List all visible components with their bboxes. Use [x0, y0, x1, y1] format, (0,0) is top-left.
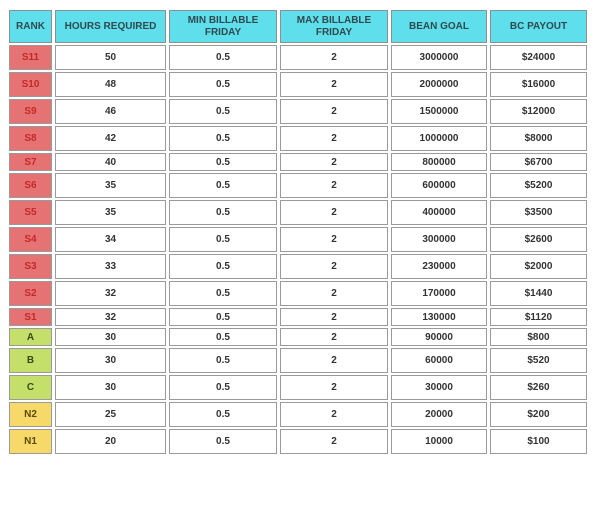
- min-billable-friday-cell: 0.5: [169, 308, 277, 326]
- rank-cell: A: [9, 328, 52, 346]
- hours-required-cell: 48: [55, 72, 166, 97]
- table-row: [9, 126, 587, 151]
- hours-required-cell: 33: [55, 254, 166, 279]
- bean-goal-cell: 400000: [391, 200, 487, 225]
- bean-goal-cell: 300000: [391, 227, 487, 252]
- min-billable-friday-cell: 0.5: [169, 375, 277, 400]
- table-row: [9, 200, 587, 225]
- bc-payout-cell: $2600: [490, 227, 587, 252]
- hours-required-cell: 20: [55, 429, 166, 454]
- max-billable-friday-cell: 2: [280, 45, 388, 70]
- bean-goal-cell: 3000000: [391, 45, 487, 70]
- rank-cell: S11: [9, 45, 52, 70]
- rank-payout-table: [6, 8, 590, 456]
- min-billable-friday-cell: 0.5: [169, 126, 277, 151]
- rank-cell: S3: [9, 254, 52, 279]
- rank-cell: S1: [9, 308, 52, 326]
- bean-goal-cell: 90000: [391, 328, 487, 346]
- max-billable-friday-cell: 2: [280, 348, 388, 373]
- bean-goal-cell: 2000000: [391, 72, 487, 97]
- hours-required-cell: 40: [55, 153, 166, 171]
- max-billable-friday-cell: 2: [280, 200, 388, 225]
- hours-required-cell: 50: [55, 45, 166, 70]
- min-billable-friday-cell: 0.5: [169, 173, 277, 198]
- header-hours-required: HOURS REQUIRED: [55, 10, 166, 43]
- table-row: [9, 429, 587, 454]
- min-billable-friday-cell: 0.5: [169, 402, 277, 427]
- min-billable-friday-cell: 0.5: [169, 72, 277, 97]
- bean-goal-cell: 170000: [391, 281, 487, 306]
- table-row: [9, 281, 587, 306]
- table-row: [9, 72, 587, 97]
- bean-goal-cell: 600000: [391, 173, 487, 198]
- max-billable-friday-cell: 2: [280, 254, 388, 279]
- bc-payout-cell: $2000: [490, 254, 587, 279]
- rank-cell: B: [9, 348, 52, 373]
- bc-payout-cell: $1440: [490, 281, 587, 306]
- max-billable-friday-cell: 2: [280, 227, 388, 252]
- min-billable-friday-cell: 0.5: [169, 254, 277, 279]
- min-billable-friday-cell: 0.5: [169, 45, 277, 70]
- table-body: [9, 45, 587, 454]
- hours-required-cell: 25: [55, 402, 166, 427]
- header-rank: RANK: [9, 10, 52, 43]
- table-row: [9, 254, 587, 279]
- hours-required-cell: 42: [55, 126, 166, 151]
- header-max-billable-friday: MAX BILLABLE FRIDAY: [280, 10, 388, 43]
- bean-goal-cell: 800000: [391, 153, 487, 171]
- max-billable-friday-cell: 2: [280, 402, 388, 427]
- table-row: [9, 45, 587, 70]
- table-row: [9, 328, 587, 346]
- bc-payout-cell: $16000: [490, 72, 587, 97]
- bc-payout-cell: $260: [490, 375, 587, 400]
- bc-payout-cell: $1120: [490, 308, 587, 326]
- bean-goal-cell: 30000: [391, 375, 487, 400]
- hours-required-cell: 46: [55, 99, 166, 124]
- max-billable-friday-cell: 2: [280, 153, 388, 171]
- table-row: [9, 173, 587, 198]
- bc-payout-cell: $800: [490, 328, 587, 346]
- min-billable-friday-cell: 0.5: [169, 348, 277, 373]
- max-billable-friday-cell: 2: [280, 72, 388, 97]
- table-row: [9, 153, 587, 171]
- bc-payout-cell: $12000: [490, 99, 587, 124]
- table-row: [9, 308, 587, 326]
- min-billable-friday-cell: 0.5: [169, 99, 277, 124]
- hours-required-cell: 35: [55, 173, 166, 198]
- rank-cell: S4: [9, 227, 52, 252]
- table-row: [9, 402, 587, 427]
- max-billable-friday-cell: 2: [280, 173, 388, 198]
- rank-cell: S10: [9, 72, 52, 97]
- table-header-row: [9, 10, 587, 43]
- min-billable-friday-cell: 0.5: [169, 227, 277, 252]
- rank-cell: C: [9, 375, 52, 400]
- bean-goal-cell: 20000: [391, 402, 487, 427]
- max-billable-friday-cell: 2: [280, 429, 388, 454]
- hours-required-cell: 30: [55, 348, 166, 373]
- rank-cell: S5: [9, 200, 52, 225]
- table-row: [9, 348, 587, 373]
- bean-goal-cell: 1000000: [391, 126, 487, 151]
- hours-required-cell: 32: [55, 308, 166, 326]
- min-billable-friday-cell: 0.5: [169, 429, 277, 454]
- rank-cell: S2: [9, 281, 52, 306]
- bc-payout-cell: $6700: [490, 153, 587, 171]
- min-billable-friday-cell: 0.5: [169, 153, 277, 171]
- bean-goal-cell: 1500000: [391, 99, 487, 124]
- header-bean-goal: BEAN GOAL: [391, 10, 487, 43]
- header-min-billable-friday: MIN BILLABLE FRIDAY: [169, 10, 277, 43]
- bc-payout-cell: $200: [490, 402, 587, 427]
- rank-cell: S8: [9, 126, 52, 151]
- bc-payout-cell: $5200: [490, 173, 587, 198]
- bean-goal-cell: 130000: [391, 308, 487, 326]
- hours-required-cell: 35: [55, 200, 166, 225]
- max-billable-friday-cell: 2: [280, 328, 388, 346]
- rank-cell: S6: [9, 173, 52, 198]
- bc-payout-cell: $100: [490, 429, 587, 454]
- max-billable-friday-cell: 2: [280, 281, 388, 306]
- min-billable-friday-cell: 0.5: [169, 281, 277, 306]
- max-billable-friday-cell: 2: [280, 308, 388, 326]
- hours-required-cell: 32: [55, 281, 166, 306]
- hours-required-cell: 34: [55, 227, 166, 252]
- bc-payout-cell: $24000: [490, 45, 587, 70]
- bean-goal-cell: 230000: [391, 254, 487, 279]
- bean-goal-cell: 60000: [391, 348, 487, 373]
- header-bc-payout: BC PAYOUT: [490, 10, 587, 43]
- max-billable-friday-cell: 2: [280, 126, 388, 151]
- rank-cell: S7: [9, 153, 52, 171]
- hours-required-cell: 30: [55, 375, 166, 400]
- rank-cell: N2: [9, 402, 52, 427]
- table-row: [9, 375, 587, 400]
- rank-table-container: [9, 8, 590, 456]
- bc-payout-cell: $520: [490, 348, 587, 373]
- rank-cell: N1: [9, 429, 52, 454]
- hours-required-cell: 30: [55, 328, 166, 346]
- max-billable-friday-cell: 2: [280, 99, 388, 124]
- bc-payout-cell: $3500: [490, 200, 587, 225]
- min-billable-friday-cell: 0.5: [169, 200, 277, 225]
- rank-cell: S9: [9, 99, 52, 124]
- bean-goal-cell: 10000: [391, 429, 487, 454]
- min-billable-friday-cell: 0.5: [169, 328, 277, 346]
- bc-payout-cell: $8000: [490, 126, 587, 151]
- table-row: [9, 227, 587, 252]
- table-row: [9, 99, 587, 124]
- max-billable-friday-cell: 2: [280, 375, 388, 400]
